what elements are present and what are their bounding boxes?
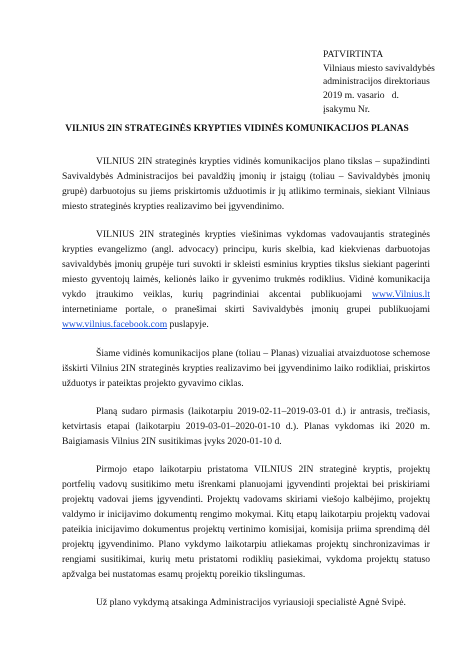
document-title: VILNIUS 2IN STRATEGINĖS KRYPTIES VIDINĖS KOMUNIKACIJOS PLANAS xyxy=(65,124,409,134)
facebook-link[interactable]: www.vilnius.facebook.com xyxy=(62,319,168,331)
approval-line-4: 2019 m. vasario d. xyxy=(323,90,399,102)
approval-line-1: PATVIRTINTA xyxy=(323,49,384,60)
vilnius-lt-link[interactable]: www.Vilnius.lt xyxy=(372,289,430,301)
paragraph-plan-overview: Šiame vidinės komunikacijos plane (toliau – Planas) vizualiai atvaizduotose schemose išskirti Vilnius 2IN strateginės krypties realizavimo bei įgyvendinimo laiko rodikliai, priskirtos užduotys ir pateiktas projekto gyvavimo ciklas. xyxy=(62,347,430,389)
paragraph-stages: Planą sudaro pirmasis (laikotarpiu 2019-02-11–2019-03-01 d.) ir antrasis, trečiasis, ketvirtasis etapai (laikotarpiu 2019-03-01–2020-01-10 d.). Planas vykdomas iki 2020 m. Baigiamasis Vilnius 2IN susitikimas įvyks 2020-01-10 d. xyxy=(62,405,430,447)
paragraph-first-stage: Pirmojo etapo laikotarpiu pristatoma VILNIUS 2IN strateginė kryptis, projektų portfelių vadovų susitikimo metu išrenkami planuojami įgyvendinti projektai bei priskiriami projektų vadovai jiems įgyvendinti. Projektų vadovams skiriami viešojo kalbėjimo, projektų valdymo ir inicijavimo dokumentų rengimo mokymai. Kitų etapų laikotarpiu projektų vadovai pateikia inicijavimo dokumentus projektų vertinimo komisijai, komisija priima sprendimą dėl projektų įgyvendinimo. Plano vykdymo laikotarpiu atliekamas projektų sinchronizavimas ir rengiami susitikimai, kurių metu pristatomi rodiklių pasiekimai, vykdoma projektų statuso apžvalga bei nustatomas esamų projektų poreikio tikslingumas. xyxy=(62,463,430,581)
paragraph-advocacy-text-a: VILNIUS 2IN strateginės krypties viešinimas vykdomas vadovaujantis strateginės krypties evangelizmo (angl. advocacy) principu, kuris skelbia, kad kiekvienas darbuotojas savivaldybės įmonių grupėje turi suvokti ir skleisti esminius krypties tikslus siekiant pagerinti miesto gyventojų laimės, kelionės laiko ir gyvenimo trukmės rodiklius. Vidinė komunikacija vykdo įtraukimo veiklas, kurių pagrindiniai akcentai publikuojami xyxy=(62,229,430,301)
approval-line-5: įsakymu Nr. xyxy=(323,103,370,115)
approval-line-2: Vilniaus miesto savivaldybės xyxy=(323,62,435,74)
paragraph-advocacy-text-c: puslapyje. xyxy=(167,319,209,331)
document-body xyxy=(62,154,430,623)
paragraph-advocacy xyxy=(62,227,430,332)
approval-line-3: administracijos direktoriaus xyxy=(323,76,430,88)
paragraph-advocacy-text-b: internetiniame portale, o pranešimai skirti Savivaldybės įmonių grupei publikuojami xyxy=(62,304,430,316)
paragraph-purpose: VILNIUS 2IN strateginės krypties vidinės komunikacijos plano tikslas – supažindinti Savivaldybės Administracijos bei pavaldžių įmonių ir įstaigų (toliau – Savivaldybės įmonių grupė) darbuotojus su jiems priskirtomis užduotimis ir jų atlikimo terminais, siekiant Vilniaus miesto strateginės krypties realizavimo bei įgyvendinimo. xyxy=(62,156,430,213)
paragraph-responsible: Už plano vykdymą atsakinga Administracijos vyriausioji specialistė Agnė Svipė. xyxy=(96,597,406,609)
approval-block xyxy=(323,48,435,117)
